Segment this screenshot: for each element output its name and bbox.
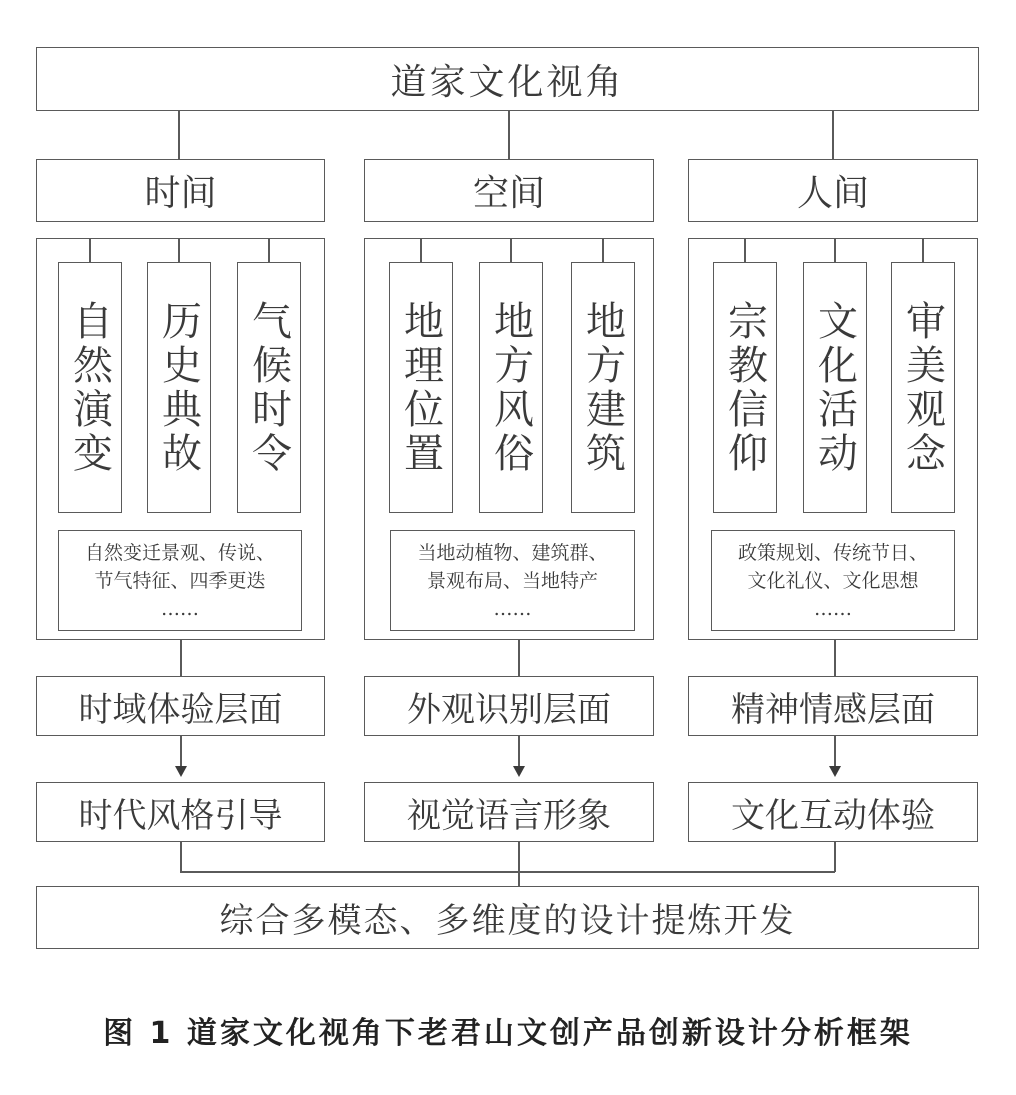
outcome-human	[688, 782, 978, 842]
item-historical-allusions-label: 历史典故	[155, 299, 202, 476]
connector-level3-outcome	[834, 736, 836, 766]
arrow-level2-outcome	[513, 766, 525, 777]
examples-space-line1: 当地动植物、建筑群、	[417, 541, 608, 564]
outcome-time-label: 时代风格引导	[78, 795, 283, 836]
column-header-space	[364, 159, 654, 222]
item-historical-allusions	[147, 262, 211, 513]
examples-time-line1: 自然变迁景观、传说、	[84, 541, 275, 564]
level-space-label: 外观识别层面	[407, 689, 611, 730]
examples-time	[58, 530, 302, 631]
level-human	[688, 676, 978, 736]
outcome-space	[364, 782, 654, 842]
outcome-time	[36, 782, 325, 842]
item-local-architecture	[571, 262, 635, 513]
examples-human-line3: ……	[814, 597, 852, 620]
connector-outcome1-down	[180, 842, 182, 872]
connector-frame2-level	[518, 640, 520, 676]
root-label: 道家文化视角	[390, 61, 625, 103]
outcome-human-label: 文化互动体验	[731, 795, 935, 836]
examples-space	[390, 530, 635, 631]
examples-time-line2: 节气特征、四季更迭	[94, 569, 266, 592]
item-aesthetic-concepts	[891, 262, 955, 513]
connector-level2-outcome	[518, 736, 520, 766]
connector-outcome2-down	[518, 842, 520, 886]
connector-frame1-level	[180, 640, 182, 676]
connector-root-col1	[178, 111, 180, 159]
figure-caption: 图 1 道家文化视角下老君山文创产品创新设计分析框架	[103, 1016, 913, 1051]
level-time	[36, 676, 325, 736]
level-human-label: 精神情感层面	[731, 689, 935, 730]
connector-frame3-level	[834, 640, 836, 676]
connector-root-col2	[508, 111, 510, 159]
level-space	[364, 676, 654, 736]
item-natural-evolution-label: 自然演变	[66, 299, 113, 476]
column-header-time-label: 时间	[144, 173, 217, 214]
column-header-human-label: 人间	[796, 173, 869, 214]
level-time-label: 时域体验层面	[78, 689, 283, 730]
item-religious-belief-label: 宗教信仰	[721, 299, 768, 476]
column-header-human	[688, 159, 978, 222]
column-header-space-label: 空间	[472, 173, 545, 214]
item-religious-belief	[713, 262, 777, 513]
connector-outcome3-down	[834, 842, 836, 872]
item-climate-seasons-label: 气候时令	[245, 299, 292, 476]
outcome-space-label: 视觉语言形象	[407, 795, 611, 836]
item-geographic-location-label: 地理位置	[397, 299, 444, 476]
item-cultural-activities	[803, 262, 867, 513]
item-cultural-activities-label: 文化活动	[811, 299, 858, 476]
column-header-time	[36, 159, 325, 222]
item-local-customs	[479, 262, 543, 513]
item-natural-evolution	[58, 262, 122, 513]
examples-human-line1: 政策规划、传统节日、	[737, 541, 928, 564]
connector-merge-horizontal	[180, 871, 835, 873]
root-box	[36, 47, 979, 111]
arrow-level3-outcome	[829, 766, 841, 777]
synthesis-box	[36, 886, 979, 949]
examples-time-line3: ……	[161, 597, 199, 620]
examples-space-line2: 景观布局、当地特产	[426, 569, 598, 592]
item-local-customs-label: 地方风俗	[487, 299, 534, 476]
examples-human-line2: 文化礼仪、文化思想	[747, 569, 919, 592]
synthesis-label: 综合多模态、多维度的设计提炼开发	[219, 901, 796, 941]
item-geographic-location	[389, 262, 453, 513]
item-aesthetic-concepts-label: 审美观念	[899, 299, 946, 476]
examples-space-line3: ……	[493, 597, 532, 620]
arrow-level1-outcome	[175, 766, 187, 777]
connector-level1-outcome	[180, 736, 182, 766]
examples-human	[711, 530, 955, 631]
connector-root-col3	[832, 111, 834, 159]
item-local-architecture-label: 地方建筑	[579, 299, 626, 476]
item-climate-seasons	[237, 262, 301, 513]
